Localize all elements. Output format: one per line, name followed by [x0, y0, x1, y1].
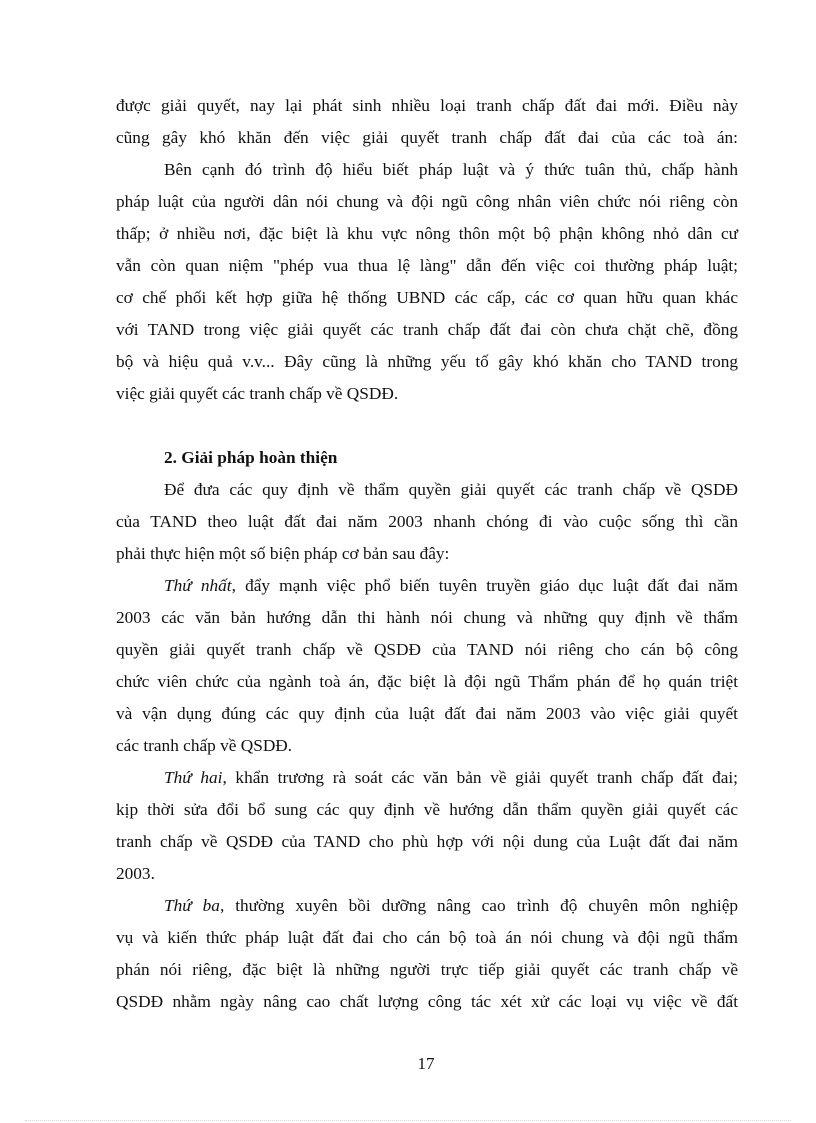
paragraph-line: việc giải quyết các tranh chấp về QSDĐ.	[116, 384, 399, 403]
paragraph-line: với TAND trong việc giải quyết các tranh chấp đất đai còn chưa chặt chẽ, đồng	[116, 320, 738, 339]
section-heading: 2. Giải pháp hoàn thiện	[164, 448, 338, 467]
paragraph	[116, 154, 738, 410]
paragraph-line: Để đưa các quy định về thẩm quyền giải quyết các tranh chấp về QSDĐ	[164, 480, 738, 499]
paragraph-line: vụ và kiến thức pháp luật đất đai cho cán bộ toà án nói chung và đội ngũ thẩm	[116, 928, 738, 947]
paragraph-line: của TAND theo luật đất đai năm 2003 nhanh chóng đi vào cuộc sống thì cần	[116, 512, 738, 531]
paragraph-line: các tranh chấp về QSDĐ.	[116, 736, 293, 755]
ordinal-label: Thứ ba	[164, 896, 220, 915]
paragraph	[116, 570, 738, 762]
paragraph-line: cơ chế phối kết hợp giữa hệ thống UBND các cấp, các cơ quan hữu quan khác	[116, 288, 738, 307]
paragraph-first-line	[116, 762, 738, 794]
paragraph-line: phải thực hiện một số biện pháp cơ bản sau đây:	[116, 544, 450, 563]
paragraph-line: bộ và hiệu quả v.v... Đây cũng là những yếu tố gây khó khăn cho TAND trong	[116, 352, 738, 371]
ordinal-label: Thứ nhất	[164, 576, 232, 595]
paragraph-line: cũng gây khó khăn đến việc giải quyết tranh chấp đất đai của các toà án:	[116, 128, 738, 147]
paragraph-first-line	[116, 890, 738, 922]
paragraph-line-text: , thường xuyên bồi dưỡng nâng cao trình độ chuyên môn nghiệp	[219, 896, 739, 915]
paragraph	[116, 762, 738, 890]
paragraph-line: phán nói riêng, đặc biệt là những người trực tiếp giải quyết các tranh chấp về	[116, 960, 738, 979]
paragraph-line-text: , đẩy mạnh việc phổ biến tuyên truyền giáo dục luật đất đai năm	[231, 576, 738, 595]
paragraph-line: kịp thời sửa đổi bổ sung các quy định về hướng dẫn thẩm quyền giải quyết các	[116, 800, 738, 819]
document-body	[116, 90, 738, 1018]
paragraph	[116, 890, 738, 1018]
paragraph-line: chức viên chức của ngành toà án, đặc biệt là đội ngũ Thẩm phán để họ quán triệt	[116, 672, 738, 691]
paragraph-line: Bên cạnh đó trình độ hiểu biết pháp luật và ý thức tuân thủ, chấp hành	[164, 160, 738, 179]
paragraph-line: và vận dụng đúng các quy định của luật đất đai năm 2003 vào việc giải quyết	[116, 704, 738, 723]
paragraph-spacer	[116, 410, 738, 442]
paragraph-line: tranh chấp về QSDĐ của TAND cho phù hợp với nội dung của Luật đất đai năm	[116, 832, 738, 851]
paragraph-first-line	[116, 570, 738, 602]
paragraph-line-text: , khẩn trương rà soát các văn bản về giải quyết tranh chấp đất đai;	[222, 768, 738, 787]
paragraph	[116, 90, 738, 154]
page-number: 17	[417, 1054, 435, 1073]
paragraph-line: pháp luật của người dân nói chung và đội ngũ công nhân viên chức nói riêng còn	[116, 192, 738, 211]
paragraph-line: quyền giải quyết tranh chấp về QSDĐ của TAND nói riêng cho cán bộ công	[116, 640, 738, 659]
ordinal-label: Thứ hai	[164, 768, 223, 787]
paragraph-line: 2003.	[116, 864, 155, 883]
paragraph	[116, 474, 738, 570]
page-bottom-divider	[25, 1120, 791, 1121]
paragraph-line: vẫn còn quan niệm "phép vua thua lệ làng" dẫn đến việc coi thường pháp luật;	[116, 256, 738, 275]
paragraph-line: được giải quyết, nay lại phát sinh nhiều loại tranh chấp đất đai mới. Điều này	[116, 96, 738, 115]
paragraph-line: thấp; ở nhiều nơi, đặc biệt là khu vực nông thôn một bộ phận không nhỏ dân cư	[116, 224, 738, 243]
paragraph-line: 2003 các văn bản hướng dẫn thi hành nói chung và những quy định về thẩm	[116, 608, 738, 627]
paragraph-line: QSDĐ nhằm ngày nâng cao chất lượng công tác xét xử các loại vụ việc về đất	[116, 992, 738, 1011]
